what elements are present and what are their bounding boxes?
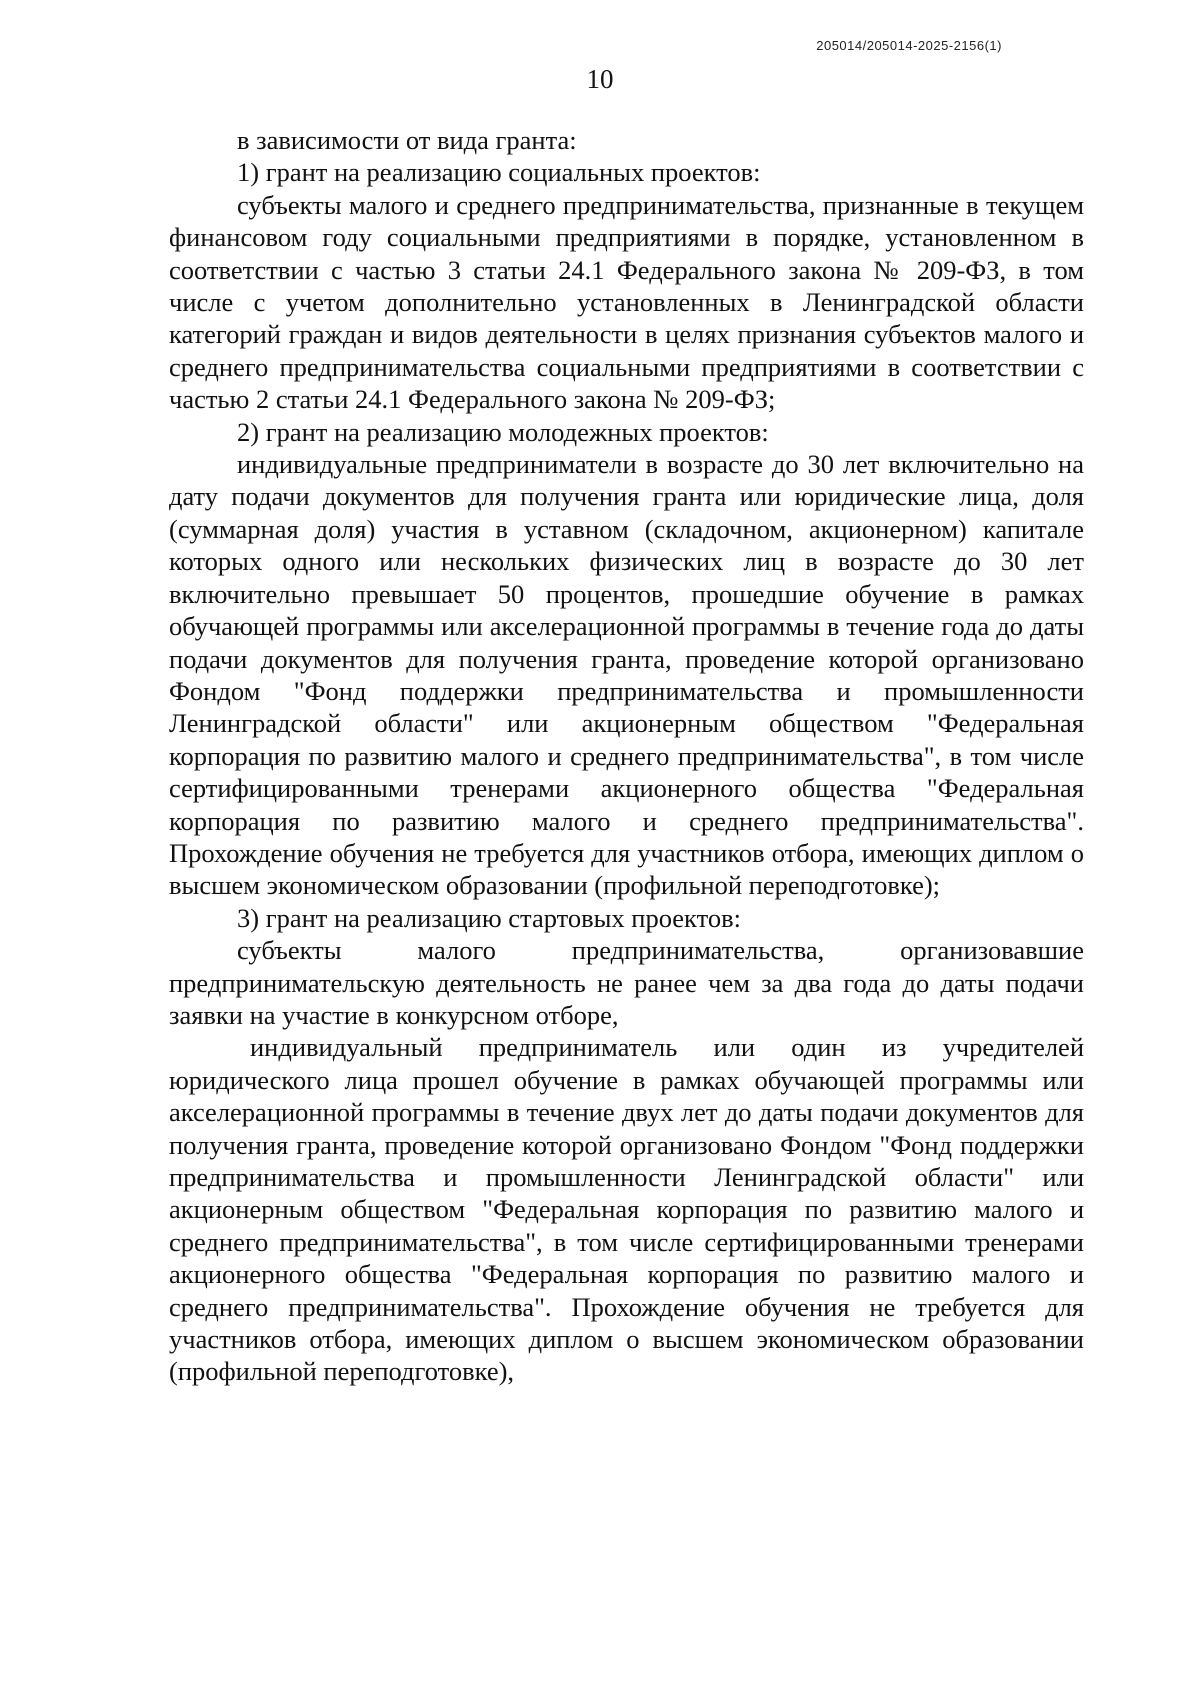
paragraph-intro: в зависимости от вида гранта: xyxy=(237,125,577,155)
page-number: 10 xyxy=(586,64,614,94)
paragraph-item-3-training: индивидуальный предприниматель или один из учредителей юридического лица прошел обучение в рамках обучающей программы или акселерационной программы в течение двух лет до даты подачи документов для получения гранта, проведение которой организовано Фондом "Фонд поддержки предпринимательства и промышленности Ленинградской области" или акционерным обществом "Федеральная корпорация по развитию малого и среднего предпринимательства", в том числе сертифицированными тренерами акционерного общества "Федеральная корпорация по развитию малого и среднего предпринимательства". Прохождение обучения не требуется для участников отбора, имеющих диплом о высшем экономическом образовании (профильной переподготовке), xyxy=(169,1032,1084,1387)
paragraph-item-3-body: субъекты малого предпринимательства, организовавшие предпринимательскую деятельность не ранее чем за два года до даты подачи заявки на участие в конкурсном отборе, xyxy=(169,935,1084,1030)
paragraph-item-1-body: субъекты малого и среднего предпринимательства, признанные в текущем финансовом году социальными предприятиями в порядке, установленном в соответствии с частью 3 статьи 24.1 Федерального закона № 209-ФЗ, в том числе с учетом дополнительно установленных в Ленинградской области категорий граждан и видов деятельности в целях признания субъектов малого и среднего предпринимательства социальными предприятиями в соответствии с частью 2 статьи 24.1 Федерального закона № 209-ФЗ; xyxy=(169,189,1084,415)
document-reference-number: 205014/205014-2025-2156(1) xyxy=(816,38,1002,53)
document-body xyxy=(169,124,1084,1388)
paragraph-item-2-heading: 2) грант на реализацию молодежных проектов: xyxy=(237,416,769,447)
paragraph-item-3-heading: 3) грант на реализацию стартовых проектов: xyxy=(237,902,741,933)
paragraph-item-2-body: индивидуальные предприниматели в возрасте до 30 лет включительно на дату подачи документов для получения гранта или юридические лица, доля (суммарная доля) участия в уставном (складочном, акционерном) капитале которых одного или нескольких физических лиц в возрасте до 30 лет включительно превышает 50 процентов, прошедшие обучение в рамках обучающей программы или акселерационной программы в течение года до даты подачи документов для получения гранта, проведение которой организовано Фондом "Фонд поддержки предпринимательства и промышленности Ленинградской области" или акционерным обществом "Федеральная корпорация по развитию малого и среднего предпринимательства", в том числе сертифицированными тренерами акционерного общества "Федеральная корпорация по развитию малого и среднего предпринимательства". Прохождение обучения не требуется для участников отбора, имеющих диплом о высшем экономическом образовании (профильной переподготовке); xyxy=(169,449,1084,901)
paragraph-item-1-heading: 1) грант на реализацию социальных проектов: xyxy=(237,157,761,188)
